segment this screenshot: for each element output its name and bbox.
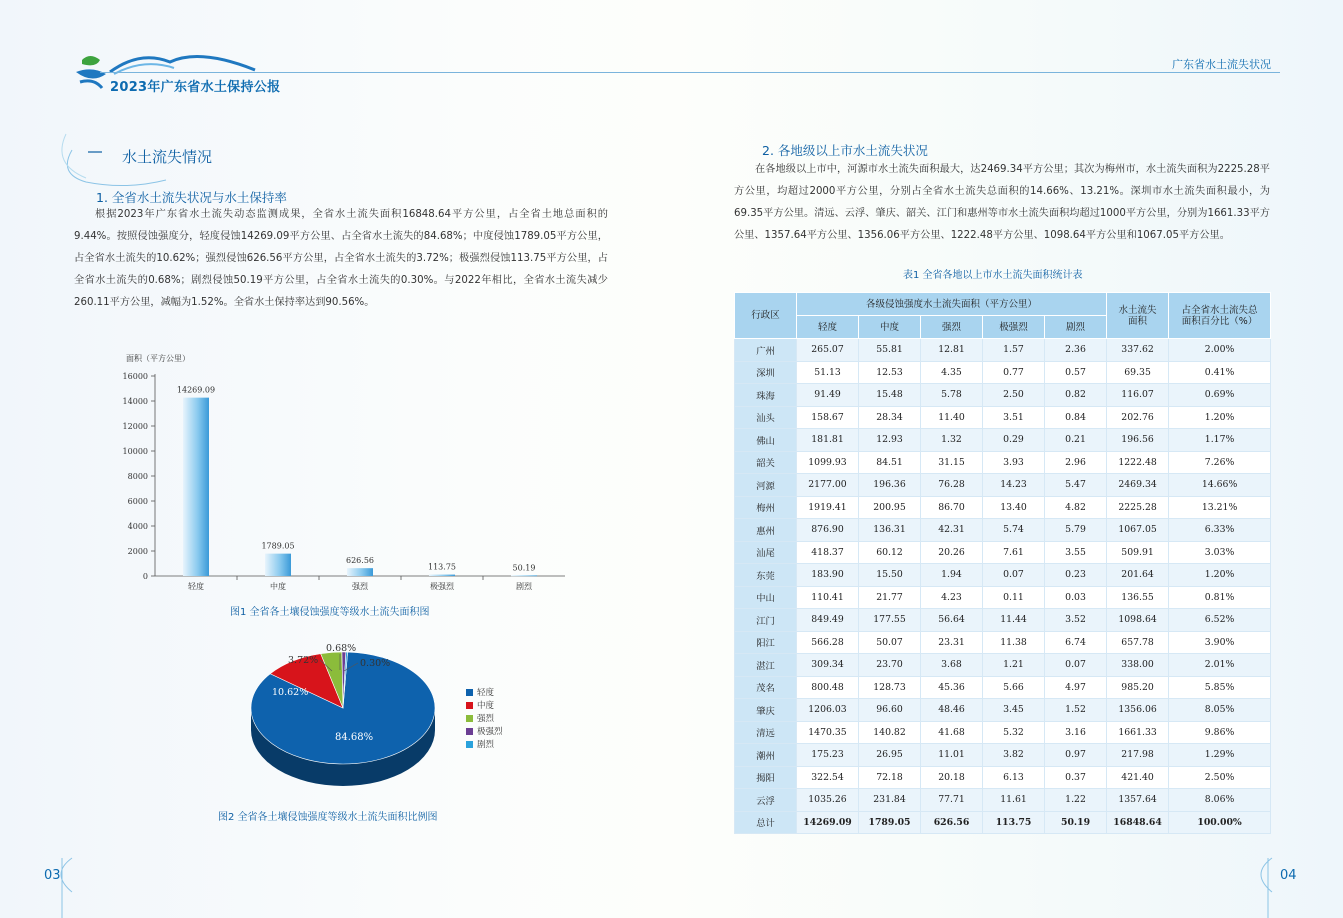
value-cell: 338.00 xyxy=(1107,654,1169,677)
table-row xyxy=(735,406,1271,429)
col-region-header: 行政区 xyxy=(735,293,797,339)
value-cell: 181.81 xyxy=(797,429,859,452)
region-cell: 东莞 xyxy=(735,564,797,587)
value-cell: 6.33% xyxy=(1169,519,1271,542)
value-cell: 2177.00 xyxy=(797,474,859,497)
value-cell: 3.90% xyxy=(1169,631,1271,654)
value-cell: 140.82 xyxy=(859,721,921,744)
y-tick-label: 6000 xyxy=(127,497,148,506)
value-cell: 217.98 xyxy=(1107,744,1169,767)
value-cell: 2469.34 xyxy=(1107,474,1169,497)
value-cell: 1.17% xyxy=(1169,429,1271,452)
table-row xyxy=(735,564,1271,587)
value-cell: 0.77 xyxy=(983,361,1045,384)
value-cell: 201.64 xyxy=(1107,564,1169,587)
total-value-cell: 100.00% xyxy=(1169,811,1271,834)
region-cell: 惠州 xyxy=(735,519,797,542)
table-total-row xyxy=(735,811,1271,834)
page-number-left: 03 xyxy=(44,868,61,883)
region-cell: 河源 xyxy=(735,474,797,497)
value-cell: 0.07 xyxy=(983,564,1045,587)
value-cell: 1098.64 xyxy=(1107,609,1169,632)
value-cell: 91.49 xyxy=(797,384,859,407)
left-paragraph: 根据2023年广东省水土流失动态监测成果，全省水土流失面积16848.64平方公里，占全省土地总面积的9.44%。按照侵蚀强度分，轻度侵蚀14269.09平方公里、占全省水土流失的84.68%；中度侵蚀1789.05平方公里，占全省水土流失的10.62%；强烈侵蚀626.56平方公里，占全省水土流失的3.72%；极强烈侵蚀113.75平方公里，占全省水土流失的0.68%；剧烈侵蚀50.19平方公里，占全省水土流失的0.30%。与2022年相比，全省水土流失减少260.11平方公里，减幅为1.52%。全省水土保持率达到90.56%。 xyxy=(74,209,608,308)
value-cell: 136.55 xyxy=(1107,586,1169,609)
table-row xyxy=(735,586,1271,609)
value-cell: 1.21 xyxy=(983,654,1045,677)
bar-value-label: 113.75 xyxy=(428,562,456,572)
table-row xyxy=(735,384,1271,407)
erosion-area-table xyxy=(734,292,1271,834)
table-row xyxy=(735,451,1271,474)
region-cell: 云浮 xyxy=(735,789,797,812)
bar xyxy=(347,568,373,576)
table-row xyxy=(735,361,1271,384)
y-tick-label: 14000 xyxy=(122,397,148,406)
value-cell: 15.48 xyxy=(859,384,921,407)
value-cell: 418.37 xyxy=(797,541,859,564)
value-cell: 3.45 xyxy=(983,699,1045,722)
value-cell: 0.57 xyxy=(1045,361,1107,384)
total-value-cell: 113.75 xyxy=(983,811,1045,834)
value-cell: 11.01 xyxy=(921,744,983,767)
value-cell: 50.07 xyxy=(859,631,921,654)
legend-swatch xyxy=(466,741,473,748)
value-cell: 6.74 xyxy=(1045,631,1107,654)
value-cell: 23.31 xyxy=(921,631,983,654)
value-cell: 1.22 xyxy=(1045,789,1107,812)
value-cell: 421.40 xyxy=(1107,766,1169,789)
value-cell: 26.95 xyxy=(859,744,921,767)
table-row xyxy=(735,721,1271,744)
header-rule xyxy=(100,72,1280,73)
value-cell: 177.55 xyxy=(859,609,921,632)
value-cell: 3.93 xyxy=(983,451,1045,474)
section-title: 水土流失情况 xyxy=(122,148,213,166)
value-cell: 1.32 xyxy=(921,429,983,452)
value-cell: 1099.93 xyxy=(797,451,859,474)
col-pct-header: 占全省水土流失总面积百分比（%） xyxy=(1169,293,1271,339)
value-cell: 1067.05 xyxy=(1107,519,1169,542)
x-category-label: 剧烈 xyxy=(516,582,532,591)
value-cell: 3.68 xyxy=(921,654,983,677)
y-tick-label: 4000 xyxy=(127,522,148,531)
legend-label: 强烈 xyxy=(477,714,495,724)
value-cell: 12.53 xyxy=(859,361,921,384)
col-group-header: 各级侵蚀强度水土流失面积（平方公里） xyxy=(797,293,1107,316)
total-value-cell: 14269.09 xyxy=(797,811,859,834)
col-level-header: 剧烈 xyxy=(1045,316,1107,339)
value-cell: 13.40 xyxy=(983,496,1045,519)
legend-swatch xyxy=(466,728,473,735)
value-cell: 116.07 xyxy=(1107,384,1169,407)
table-caption: 表1 全省各地以上市水土流失面积统计表 xyxy=(903,270,1083,281)
bar xyxy=(265,554,291,576)
value-cell: 8.05% xyxy=(1169,699,1271,722)
legend-label: 中度 xyxy=(477,701,495,711)
table-row xyxy=(735,631,1271,654)
legend-entry xyxy=(466,712,494,724)
region-cell: 揭阳 xyxy=(735,766,797,789)
value-cell: 3.51 xyxy=(983,406,1045,429)
table-row xyxy=(735,474,1271,497)
value-cell: 5.79 xyxy=(1045,519,1107,542)
value-cell: 175.23 xyxy=(797,744,859,767)
value-cell: 5.78 xyxy=(921,384,983,407)
x-category-label: 轻度 xyxy=(188,582,204,591)
value-cell: 183.90 xyxy=(797,564,859,587)
value-cell: 8.06% xyxy=(1169,789,1271,812)
table-row xyxy=(735,519,1271,542)
x-category-label: 中度 xyxy=(270,582,286,591)
value-cell: 12.93 xyxy=(859,429,921,452)
value-cell: 11.38 xyxy=(983,631,1045,654)
table-row xyxy=(735,496,1271,519)
x-category-label: 强烈 xyxy=(352,582,368,591)
value-cell: 13.21% xyxy=(1169,496,1271,519)
value-cell: 196.56 xyxy=(1107,429,1169,452)
value-cell: 1.52 xyxy=(1045,699,1107,722)
value-cell: 1.29% xyxy=(1169,744,1271,767)
col-total-header: 水土流失面积 xyxy=(1107,293,1169,339)
table-row xyxy=(735,676,1271,699)
value-cell: 0.11 xyxy=(983,586,1045,609)
value-cell: 231.84 xyxy=(859,789,921,812)
value-cell: 0.97 xyxy=(1045,744,1107,767)
value-cell: 69.35 xyxy=(1107,361,1169,384)
col-level-header: 极强烈 xyxy=(983,316,1045,339)
value-cell: 86.70 xyxy=(921,496,983,519)
value-cell: 5.66 xyxy=(983,676,1045,699)
value-cell: 128.73 xyxy=(859,676,921,699)
value-cell: 48.46 xyxy=(921,699,983,722)
value-cell: 3.82 xyxy=(983,744,1045,767)
bar-value-label: 50.19 xyxy=(512,563,536,573)
value-cell: 985.20 xyxy=(1107,676,1169,699)
value-cell: 1.20% xyxy=(1169,564,1271,587)
value-cell: 14.66% xyxy=(1169,474,1271,497)
bar-chart xyxy=(112,350,572,595)
value-cell: 0.29 xyxy=(983,429,1045,452)
value-cell: 9.86% xyxy=(1169,721,1271,744)
value-cell: 200.95 xyxy=(859,496,921,519)
value-cell: 55.81 xyxy=(859,339,921,362)
value-cell: 2.50% xyxy=(1169,766,1271,789)
value-cell: 2.50 xyxy=(983,384,1045,407)
legend-swatch xyxy=(466,689,473,696)
value-cell: 309.34 xyxy=(797,654,859,677)
value-cell: 76.28 xyxy=(921,474,983,497)
value-cell: 876.90 xyxy=(797,519,859,542)
value-cell: 0.41% xyxy=(1169,361,1271,384)
value-cell: 2.36 xyxy=(1045,339,1107,362)
region-cell: 清远 xyxy=(735,721,797,744)
value-cell: 1035.26 xyxy=(797,789,859,812)
value-cell: 5.74 xyxy=(983,519,1045,542)
value-cell: 265.07 xyxy=(797,339,859,362)
y-tick-label: 10000 xyxy=(122,447,148,456)
value-cell: 5.85% xyxy=(1169,676,1271,699)
value-cell: 72.18 xyxy=(859,766,921,789)
value-cell: 0.23 xyxy=(1045,564,1107,587)
value-cell: 5.47 xyxy=(1045,474,1107,497)
col-level-header: 轻度 xyxy=(797,316,859,339)
pie-value-label: 84.68% xyxy=(335,732,374,743)
value-cell: 51.13 xyxy=(797,361,859,384)
value-cell: 202.76 xyxy=(1107,406,1169,429)
value-cell: 1661.33 xyxy=(1107,721,1169,744)
pie-value-label: 0.68% xyxy=(326,643,357,654)
y-tick-label: 16000 xyxy=(122,372,148,381)
value-cell: 322.54 xyxy=(797,766,859,789)
value-cell: 0.37 xyxy=(1045,766,1107,789)
region-cell: 韶关 xyxy=(735,451,797,474)
value-cell: 15.50 xyxy=(859,564,921,587)
region-cell: 江门 xyxy=(735,609,797,632)
legend-swatch xyxy=(466,702,473,709)
value-cell: 45.36 xyxy=(921,676,983,699)
fig1-caption: 图1 全省各土壤侵蚀强度等级水土流失面积图 xyxy=(230,607,430,618)
value-cell: 11.61 xyxy=(983,789,1045,812)
value-cell: 337.62 xyxy=(1107,339,1169,362)
value-cell: 3.16 xyxy=(1045,721,1107,744)
value-cell: 31.15 xyxy=(921,451,983,474)
y-tick-label: 8000 xyxy=(127,472,148,481)
value-cell: 4.82 xyxy=(1045,496,1107,519)
bar xyxy=(429,575,455,576)
table-row xyxy=(735,541,1271,564)
value-cell: 0.03 xyxy=(1045,586,1107,609)
value-cell: 11.40 xyxy=(921,406,983,429)
value-cell: 110.41 xyxy=(797,586,859,609)
region-cell: 潮州 xyxy=(735,744,797,767)
table-row xyxy=(735,429,1271,452)
x-category-label: 极强烈 xyxy=(430,582,454,591)
bar-value-label: 1789.05 xyxy=(261,541,295,551)
legend-entry xyxy=(466,725,503,737)
value-cell: 3.03% xyxy=(1169,541,1271,564)
total-value-cell: 16848.64 xyxy=(1107,811,1169,834)
value-cell: 20.18 xyxy=(921,766,983,789)
value-cell: 1470.35 xyxy=(797,721,859,744)
value-cell: 3.55 xyxy=(1045,541,1107,564)
value-cell: 7.61 xyxy=(983,541,1045,564)
table-row xyxy=(735,789,1271,812)
value-cell: 2225.28 xyxy=(1107,496,1169,519)
value-cell: 0.69% xyxy=(1169,384,1271,407)
table-row xyxy=(735,699,1271,722)
value-cell: 2.96 xyxy=(1045,451,1107,474)
region-cell: 中山 xyxy=(735,586,797,609)
total-value-cell: 1789.05 xyxy=(859,811,921,834)
value-cell: 0.84 xyxy=(1045,406,1107,429)
region-cell: 茂名 xyxy=(735,676,797,699)
value-cell: 1356.06 xyxy=(1107,699,1169,722)
value-cell: 4.97 xyxy=(1045,676,1107,699)
value-cell: 7.26% xyxy=(1169,451,1271,474)
pie-value-label: 3.72% xyxy=(288,655,319,666)
table-row xyxy=(735,766,1271,789)
value-cell: 60.12 xyxy=(859,541,921,564)
value-cell: 84.51 xyxy=(859,451,921,474)
value-cell: 800.48 xyxy=(797,676,859,699)
table-row xyxy=(735,654,1271,677)
value-cell: 5.32 xyxy=(983,721,1045,744)
document-title: 2023年广东省水土保持公报 xyxy=(110,80,281,95)
region-cell: 湛江 xyxy=(735,654,797,677)
left-subtitle: 1. 全省水土流失状况与水土保持率 xyxy=(96,190,287,205)
region-cell: 广州 xyxy=(735,339,797,362)
value-cell: 28.34 xyxy=(859,406,921,429)
bar xyxy=(511,575,537,576)
region-cell: 阳江 xyxy=(735,631,797,654)
value-cell: 566.28 xyxy=(797,631,859,654)
legend-label: 极强烈 xyxy=(477,727,503,737)
right-paragraph: 在各地级以上市中，河源市水土流失面积最大，达2469.34平方公里；其次为梅州市，水土流失面积为2225.28平方公里，均超过2000平方公里，分别占全省水土流失总面积的14.66%、13.21%。深圳市水土流失面积最小，为69.35平方公里。清远、云浮、肇庆、韶关、江门和惠州等市水土流失面积均超过1000平方公里，分别为1661.33平方公里、1357.64平方公里、1356.06平方公里、1222.48平方公里、1098.64平方公里和1067.05平方公里。 xyxy=(734,164,1270,241)
value-cell: 1919.41 xyxy=(797,496,859,519)
region-cell: 汕头 xyxy=(735,406,797,429)
legend-label: 剧烈 xyxy=(477,740,495,750)
col-level-header: 强烈 xyxy=(921,316,983,339)
value-cell: 23.70 xyxy=(859,654,921,677)
value-cell: 196.36 xyxy=(859,474,921,497)
y-tick-label: 2000 xyxy=(127,547,148,556)
legend-swatch xyxy=(466,715,473,722)
table-row xyxy=(735,339,1271,362)
value-cell: 11.44 xyxy=(983,609,1045,632)
value-cell: 6.13 xyxy=(983,766,1045,789)
value-cell: 849.49 xyxy=(797,609,859,632)
total-label-cell: 总计 xyxy=(735,811,797,834)
value-cell: 20.26 xyxy=(921,541,983,564)
value-cell: 1.94 xyxy=(921,564,983,587)
table-row xyxy=(735,609,1271,632)
value-cell: 1357.64 xyxy=(1107,789,1169,812)
pie-legend xyxy=(466,686,526,756)
value-cell: 96.60 xyxy=(859,699,921,722)
col-level-header: 中度 xyxy=(859,316,921,339)
region-cell: 肇庆 xyxy=(735,699,797,722)
region-cell: 珠海 xyxy=(735,384,797,407)
value-cell: 6.52% xyxy=(1169,609,1271,632)
legend-entry xyxy=(466,738,494,750)
value-cell: 56.64 xyxy=(921,609,983,632)
value-cell: 4.23 xyxy=(921,586,983,609)
region-cell: 汕尾 xyxy=(735,541,797,564)
legend-label: 轻度 xyxy=(477,688,495,698)
value-cell: 1222.48 xyxy=(1107,451,1169,474)
value-cell: 14.23 xyxy=(983,474,1045,497)
table-row xyxy=(735,744,1271,767)
value-cell: 509.91 xyxy=(1107,541,1169,564)
value-cell: 77.71 xyxy=(921,789,983,812)
running-head: 广东省水土流失状况 xyxy=(1172,58,1271,71)
y-tick-label: 12000 xyxy=(122,422,148,431)
value-cell: 2.00% xyxy=(1169,339,1271,362)
value-cell: 42.31 xyxy=(921,519,983,542)
page-number-right: 04 xyxy=(1280,868,1297,883)
value-cell: 657.78 xyxy=(1107,631,1169,654)
value-cell: 0.82 xyxy=(1045,384,1107,407)
value-cell: 3.52 xyxy=(1045,609,1107,632)
legend-entry xyxy=(466,699,494,711)
value-cell: 1206.03 xyxy=(797,699,859,722)
value-cell: 0.07 xyxy=(1045,654,1107,677)
fig2-caption: 图2 全省各土壤侵蚀强度等级水土流失面积比例图 xyxy=(218,812,438,823)
total-value-cell: 50.19 xyxy=(1045,811,1107,834)
pie-value-label: 0.30% xyxy=(360,658,391,669)
value-cell: 0.21 xyxy=(1045,429,1107,452)
legend-entry xyxy=(466,686,494,698)
bar-value-label: 14269.09 xyxy=(176,385,216,395)
region-cell: 深圳 xyxy=(735,361,797,384)
value-cell: 2.01% xyxy=(1169,654,1271,677)
value-cell: 136.31 xyxy=(859,519,921,542)
value-cell: 12.81 xyxy=(921,339,983,362)
right-subtitle: 2. 各地级以上市水土流失状况 xyxy=(762,143,928,158)
value-cell: 21.77 xyxy=(859,586,921,609)
value-cell: 0.81% xyxy=(1169,586,1271,609)
value-cell: 1.20% xyxy=(1169,406,1271,429)
value-cell: 1.57 xyxy=(983,339,1045,362)
y-tick-label: 0 xyxy=(142,572,148,581)
bar-value-label: 626.56 xyxy=(346,556,374,566)
bar xyxy=(183,398,209,576)
value-cell: 41.68 xyxy=(921,721,983,744)
total-value-cell: 626.56 xyxy=(921,811,983,834)
y-axis-label: 面积（平方公里） xyxy=(126,354,190,363)
region-cell: 梅州 xyxy=(735,496,797,519)
value-cell: 4.35 xyxy=(921,361,983,384)
pie-value-label: 10.62% xyxy=(272,687,309,698)
value-cell: 158.67 xyxy=(797,406,859,429)
region-cell: 佛山 xyxy=(735,429,797,452)
